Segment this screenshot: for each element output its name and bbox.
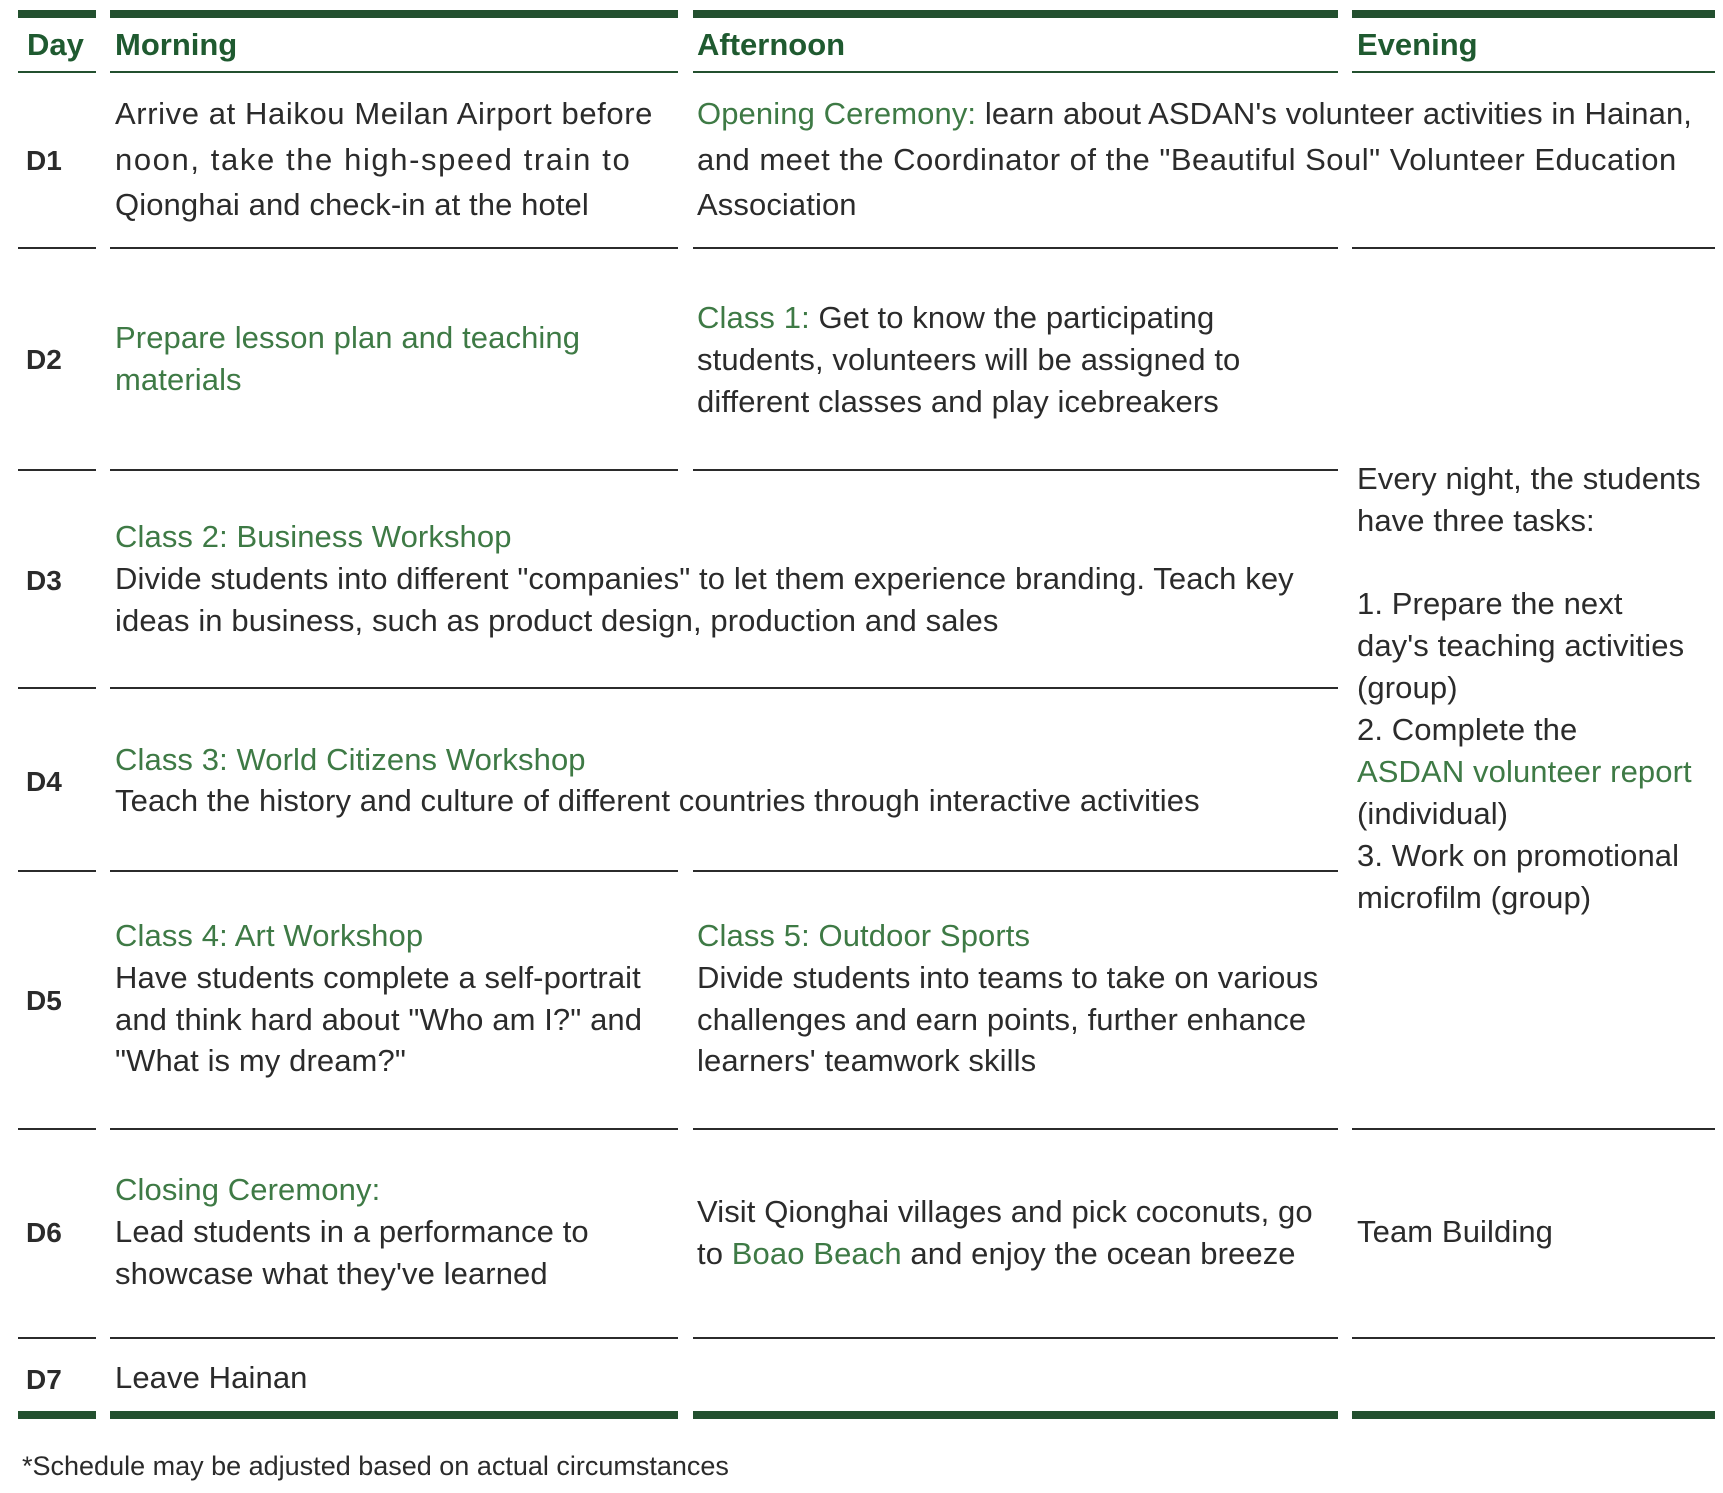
afternoon-line: Divide students into teams to take on various [697, 960, 1319, 995]
header-rule-morning [110, 71, 678, 73]
top-rule-afternoon [693, 10, 1338, 18]
day-label: D3 [26, 565, 62, 596]
row-rule [693, 469, 1338, 471]
merged-title: Class 3: World Citizens Workshop [115, 742, 586, 777]
afternoon-text: and enjoy the ocean breeze [901, 1236, 1296, 1271]
morning-line: "What is my dream?" [115, 1043, 406, 1078]
row-rule [110, 870, 678, 872]
header-rule-evening [1352, 71, 1715, 73]
row-rule [18, 870, 96, 872]
evening-line: 2. Complete the [1357, 712, 1578, 747]
afternoon-line: different classes and play icebreakers [697, 384, 1219, 419]
row-rule [110, 247, 678, 249]
evening-line: microfilm (group) [1357, 880, 1592, 915]
row-rule [1352, 247, 1715, 249]
evening-line: Team Building [1357, 1214, 1554, 1249]
evening-line: (group) [1357, 670, 1458, 705]
row-rule [1352, 1128, 1715, 1130]
footnote: *Schedule may be adjusted based on actual circumstances [22, 1451, 729, 1481]
row-rule [110, 1128, 678, 1130]
bottom-rule-afternoon [693, 1411, 1338, 1419]
merged-line: Divide students into different "companies" to let them experience branding. Teach key [115, 561, 1294, 596]
afternoon-text: to [697, 1236, 732, 1271]
bottom-rule-morning [110, 1411, 678, 1419]
merged-line: Teach the history and culture of different countries through interactive activities [115, 783, 1200, 818]
morning-line: Leave Hainan [115, 1360, 308, 1395]
evening-line: 1. Prepare the next [1357, 586, 1623, 621]
afternoon-line: students, volunteers will be assigned to [697, 342, 1241, 377]
day-label: D2 [26, 344, 62, 375]
row-rule [693, 870, 1338, 872]
header-morning: Morning [115, 27, 238, 62]
header-evening: Evening [1357, 27, 1478, 62]
top-rule-morning [110, 10, 678, 18]
row-rule [18, 1337, 96, 1339]
evening-line: 3. Work on promotional [1357, 838, 1680, 873]
row-rule [693, 247, 1338, 249]
row-rule [110, 1337, 678, 1339]
afternoon-line [697, 297, 1214, 339]
afternoon-line: challenges and earn points, further enhance [697, 1002, 1307, 1037]
afternoon-title: Class 1: [697, 300, 810, 335]
afternoon-text: Get to know the participating [809, 300, 1215, 335]
merged-line: ideas in business, such as product design, production and sales [115, 603, 999, 638]
morning-line: materials [115, 362, 242, 397]
evening-line: day's teaching activities [1357, 628, 1685, 663]
morning-line: Prepare lesson plan and teaching [115, 320, 581, 355]
afternoon-line [697, 93, 1692, 135]
merged-title: Class 2: Business Workshop [115, 519, 512, 554]
afternoon-highlight: Boao Beach [731, 1236, 902, 1271]
afternoon-line: Association [697, 187, 857, 222]
afternoon-line: Visit Qionghai villages and pick coconuts, go [697, 1194, 1313, 1229]
afternoon-line: learners' teamwork skills [697, 1043, 1037, 1078]
morning-line: showcase what they've learned [115, 1256, 548, 1291]
evening-line-green: ASDAN volunteer report [1357, 754, 1692, 789]
morning-line: noon, take the high-speed train to [115, 142, 632, 177]
top-rule-day [18, 10, 96, 18]
row-rule [18, 687, 96, 689]
afternoon-title: Class 5: Outdoor Sports [697, 918, 1031, 953]
header-rule-day [18, 71, 96, 73]
row-rule [18, 469, 96, 471]
row-rule [110, 469, 678, 471]
morning-line: Lead students in a performance to [115, 1214, 589, 1249]
afternoon-text: learn about ASDAN's volunteer activities in Hainan, [976, 96, 1693, 131]
row-rule [18, 1128, 96, 1130]
morning-line: Have students complete a self-portrait [115, 960, 641, 995]
afternoon-line [697, 1233, 1296, 1275]
morning-line: and think hard about "Who am I?" and [115, 1002, 643, 1037]
morning-line: Qionghai and check-in at the hotel [115, 187, 589, 222]
morning-line: Arrive at Haikou Meilan Airport before [115, 96, 653, 131]
morning-title: Class 4: Art Workshop [115, 918, 424, 953]
afternoon-title: Opening Ceremony: [697, 96, 977, 131]
evening-line: have three tasks: [1357, 503, 1595, 538]
day-label: D6 [26, 1217, 62, 1248]
day-label: D5 [26, 985, 62, 1016]
day-label: D7 [26, 1364, 62, 1395]
header-afternoon: Afternoon [697, 27, 846, 62]
row-rule [693, 1128, 1338, 1130]
top-rule-evening [1352, 10, 1715, 18]
bottom-rule-day [18, 1411, 96, 1419]
evening-line: (individual) [1357, 796, 1509, 831]
row-rule [18, 247, 96, 249]
day-label: D4 [26, 766, 62, 797]
day-label: D1 [26, 145, 62, 176]
row-rule [110, 687, 1338, 689]
bottom-rule-evening [1352, 1411, 1715, 1419]
afternoon-line: and meet the Coordinator of the "Beautiful Soul" Volunteer Education [697, 142, 1677, 177]
evening-line: Every night, the students [1357, 461, 1701, 496]
header-rule-afternoon [693, 71, 1338, 73]
row-rule [1352, 1337, 1715, 1339]
morning-title: Closing Ceremony: [115, 1172, 381, 1207]
header-day: Day [27, 27, 84, 62]
row-rule [693, 1337, 1338, 1339]
